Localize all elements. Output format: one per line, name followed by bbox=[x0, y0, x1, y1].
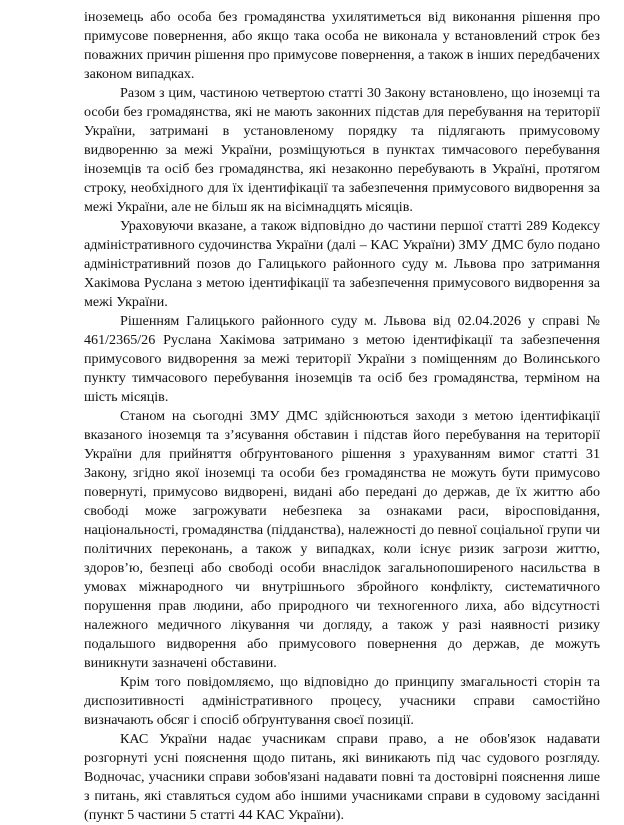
paragraph-identification-measures: Станом на сьогодні ЗМУ ДМС здійснюються заходи з метою ідентифікації вказаного іноземця та з’ясування обставин і підстав його перебування на території України для прийняття обґрунтованого рішення з урахуванням вимог статті 31 Закону, згідно якої іноземці та особи без громадянства не можуть бути примусово повернуті, примусово видворені, видані або передані до держав, де їх життю або свободі може загрожувати небезпека за ознаками раси, віросповідання, національності, громадянства (підданства), належності до певної соціальної групи чи політичних переконань, а також у випадках, коли існує ризик загрози життю, здоров’ю, безпеці або свободі особи внаслідок загальнопоширеного насильства в умовах міжнародного чи внутрішнього збройного конфлікту, систематичного порушення прав людини, або природного чи техногенного лиха, або відсутності належного медичного лікування чи догляду, а також у разі наявності ризику подальшого видворення або примусового повернення до держав, де можуть виникнути зазначені обставини. bbox=[84, 408, 600, 671]
paragraph-adversarial-principle: Крім того повідомляємо, що відповідно до принципу змагальності сторін та диспозитивності адміністративного процесу, учасники справи самостійно визначають обсяг і спосіб обґрунтування своєї позиції. bbox=[84, 674, 600, 728]
paragraph-continuation: іноземець або особа без громадянства ухилятиметься від виконання рішення про примусове повернення, або якщо така особа не виконала у встановлений строк без поважних причин рішення про примусове повернення, а також в інших передбачених законом випадках. bbox=[84, 9, 600, 82]
paragraph-court-decision: Рішенням Галицького районного суду м. Львова від 02.04.2026 у справі № 461/2365/26 Руслана Хакімова затримано з метою ідентифікації та забезпечення примусового видворення за межі території України з поміщенням до Волинського пункту тимчасового перебування іноземців та осіб без громадянства, терміном на шість місяців. bbox=[84, 313, 600, 405]
paragraph-kas-rights: КАС України надає учасникам справи право, а не обов'язок надавати розгорнуті усні пояснення щодо питань, які виникають під час судового розгляду. Водночас, учасники справи зобов'язані надавати повні та достовірні пояснення лише з питань, які ставляться судом або іншими учасниками справи в судовому засіданні (пункт 5 частини 5 статті 44 КАС України). bbox=[84, 731, 600, 823]
paragraph-lawsuit-filed: Ураховуючи вказане, а також відповідно до частини першої статті 289 Кодексу адміністративного судочинства України (далі – КАС України) ЗМУ ДМС було подано адміністративний позов до Галицького районного суду м. Львова про затримання Хакімова Руслана з метою ідентифікації та забезпечення примусового видворення за межі України. bbox=[84, 218, 600, 310]
paragraph-article-30: Разом з цим, частиною четвертою статті 30 Закону встановлено, що іноземці та особи без громадянства, які не мають законних підстав для перебування на території України, затримані в установленому порядку та підлягають примусовому видворенню за межі України, розміщуються в пунктах тимчасового перебування іноземців та осіб без громадянства, які незаконно перебувають в Україні, протягом строку, необхідного для їх ідентифікації та забезпечення примусового видворення за межі України, але не більш як на вісімнадцять місяців. bbox=[84, 85, 600, 215]
document-body bbox=[84, 8, 600, 825]
